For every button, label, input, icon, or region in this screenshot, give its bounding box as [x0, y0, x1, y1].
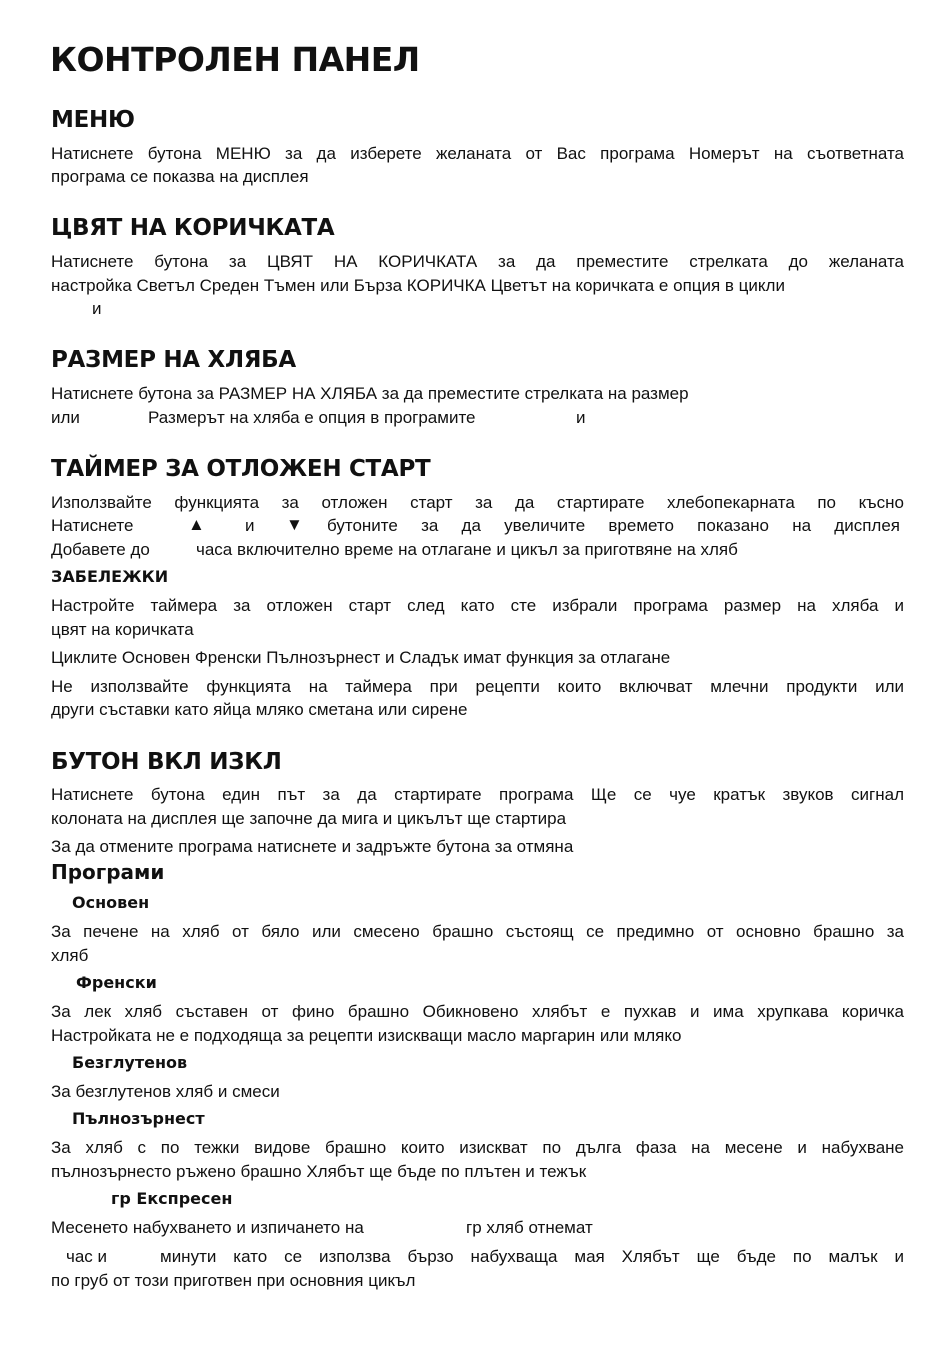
size-text-line: Натиснете бутона за РАЗМЕР НА ХЛЯБА за да преместите стрелката на размер	[51, 384, 689, 403]
note-line: други съставки като яйца мляко сметана или сирене	[51, 700, 468, 719]
menu-heading: МЕНЮ	[51, 107, 135, 133]
crust-text-line: настройка Светъл Среден Тъмен или Бърза КОРИЧКА Цветът на коричката е опция в цикли	[51, 276, 785, 295]
timer-text-line: Добавете до	[51, 540, 150, 559]
program-express-text: минути като се използва бързо набухваща мая Хлябът ще бъде по малък и	[160, 1247, 904, 1266]
onoff-heading: БУТОН ВКЛ ИЗКЛ	[51, 749, 282, 775]
timer-text-line: бутоните за да увеличите времето показано на дисплея	[327, 516, 900, 535]
timer-text-line: часа включително време на отлагане и цикъл за приготвяне на хляб	[196, 540, 738, 559]
program-french-text: За лек хляб съставен от фино брашно Обикновено хлябът е пухкав и има хрупкава коричка	[51, 1002, 904, 1021]
crust-text-line: и	[92, 299, 102, 318]
program-gluten-name: Безглутенов	[72, 1053, 188, 1072]
note-line: Циклите Основен Френски Пълнозърнест и Сладък имат функция за отлагане	[51, 648, 671, 667]
timer-heading: ТАЙМЕР ЗА ОТЛОЖЕН СТАРТ	[51, 456, 431, 482]
timer-text-line: и	[245, 516, 255, 535]
program-basic-text: За печене на хляб от бяло или смесено брашно състоящ се предимно от основно брашно за	[51, 922, 904, 941]
note-line: цвят на коричката	[51, 620, 194, 639]
program-whole-name: Пълнозърнест	[72, 1109, 205, 1128]
arrow-down-icon: ▼	[286, 515, 303, 534]
crust-text-line: Натиснете бутона за ЦВЯТ НА КОРИЧКАТА за да преместите стрелката до желаната	[51, 252, 904, 271]
program-express-text: час и	[66, 1247, 108, 1266]
programs-heading: Програми	[51, 860, 165, 884]
program-whole-text: За хляб с по тежки видове брашно които изискват по дълга фаза на месене и набухване	[51, 1138, 904, 1157]
program-french-text: Настройката не е подходяща за рецепти изискващи масло маргарин или мляко	[51, 1026, 682, 1045]
onoff-text-line: Натиснете бутона един път за да стартирате програма Ще се чуе кратък звуков сигнал	[51, 785, 904, 804]
program-express-text: по груб от този приготвен при основния цикъл	[51, 1271, 416, 1290]
program-french-name: Френски	[76, 973, 157, 992]
size-text-line: или	[51, 408, 80, 427]
note-line: Настройте таймера за отложен старт след като сте избрали програма размер на хляба и	[51, 596, 904, 615]
size-heading: РАЗМЕР НА ХЛЯБА	[51, 347, 296, 373]
menu-text-line: програма се показва на дисплея	[51, 167, 309, 186]
program-whole-text: пълнозърнесто ръжено брашно Хлябът ще бъде по плътен и тежък	[51, 1162, 587, 1181]
menu-text-line: Натиснете бутона МЕНЮ за да изберете желаната от Вас програма Номерът на съответната	[51, 144, 904, 163]
program-basic-name: Основен	[72, 893, 150, 912]
program-express-text: Месенето набухването и изпичането на	[51, 1218, 364, 1237]
program-express-text: гр хляб отнемат	[466, 1218, 593, 1237]
arrow-up-icon: ▲	[188, 515, 205, 534]
timer-text-line: Натиснете	[51, 516, 134, 535]
onoff-text-line: колоната на дисплея ще започне да мига и цикълът ще стартира	[51, 809, 567, 828]
note-line: Не използвайте функцията на таймера при рецепти които включват млечни продукти или	[51, 677, 904, 696]
timer-text-line: Използвайте функцията за отложен старт за да стартирате хлебопекарната по късно	[51, 493, 904, 512]
program-gluten-text: За безглутенов хляб и смеси	[51, 1082, 280, 1101]
size-text-line: и	[576, 408, 586, 427]
notes-heading: ЗАБЕЛЕЖКИ	[51, 567, 169, 586]
program-express-name: гр Експресен	[111, 1189, 233, 1208]
program-basic-text: хляб	[51, 946, 89, 965]
crust-heading: ЦВЯТ НА КОРИЧКАТА	[51, 215, 335, 241]
page-title: КОНТРОЛЕН ПАНЕЛ	[50, 40, 420, 79]
onoff-text-line: За да отмените програма натиснете и задръжте бутона за отмяна	[51, 837, 574, 856]
size-text-line: Размерът на хляба е опция в програмите	[148, 408, 476, 427]
